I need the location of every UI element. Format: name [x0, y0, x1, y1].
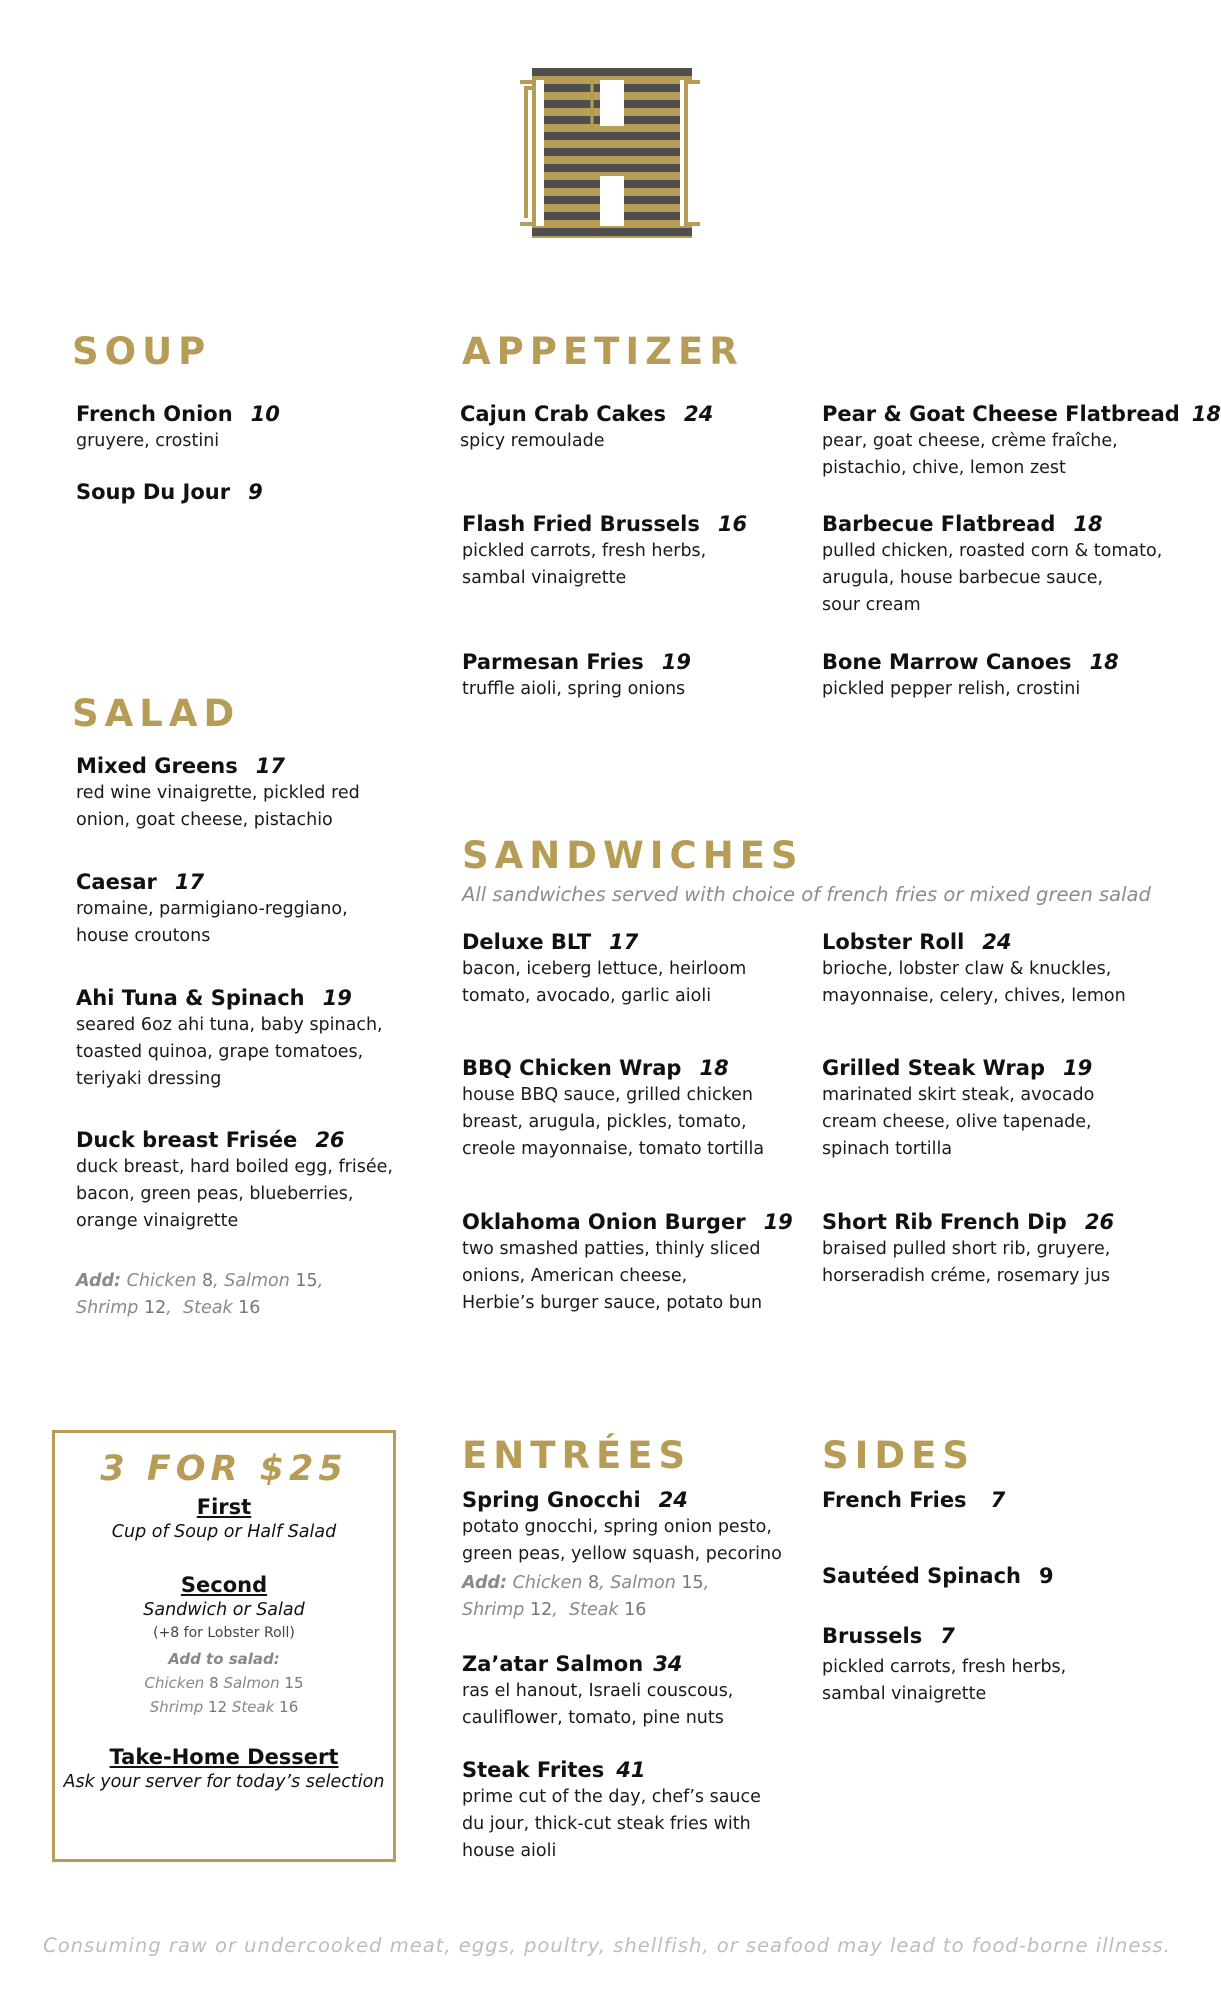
item-desc: seared 6oz ahi tuna, baby spinach, — [76, 1015, 383, 1035]
footer-disclaimer: Consuming raw or undercooked meat, eggs, poultry, shellfish, or seafood may lead to food-borne illness. — [43, 1934, 1171, 1957]
item-desc: spinach tortilla — [822, 1139, 953, 1159]
item-name: Pear & Goat Cheese Flatbread — [822, 402, 1180, 426]
item-desc: pistachio, chive, lemon zest — [822, 458, 1066, 478]
item-desc: teriyaki dressing — [76, 1069, 222, 1089]
promo-second-note: (+8 for Lobster Roll) — [153, 1625, 295, 1641]
item-desc: cream cheese, olive tapenade, — [822, 1112, 1092, 1132]
addon-name: Shrimp — [76, 1298, 139, 1318]
addon-price: 8 — [209, 1674, 219, 1692]
item-price: 9 — [248, 480, 263, 504]
item-name: Mixed Greens — [76, 754, 238, 778]
addon-name: Salmon — [223, 1674, 280, 1692]
add-label: Add: — [76, 1271, 122, 1291]
item-desc: bacon, green peas, blueberries, — [76, 1184, 354, 1204]
item-desc: mayonnaise, celery, chives, lemon — [822, 986, 1126, 1006]
item-price: 16 — [717, 512, 748, 536]
menu-item — [462, 1650, 733, 1732]
item-desc: duck breast, hard boiled egg, frisée, — [76, 1157, 393, 1177]
item-desc: creole mayonnaise, tomato tortilla — [462, 1139, 765, 1159]
item-price: 19 — [322, 986, 352, 1010]
item-desc: prime cut of the day, chef’s sauce — [462, 1787, 761, 1807]
item-desc: arugula, house barbecue sauce, — [822, 568, 1104, 588]
promo-first-heading: First — [196, 1495, 252, 1519]
addon-name: Steak — [231, 1698, 275, 1716]
addon-name: Steak — [182, 1298, 233, 1318]
item-name: Flash Fried Brussels — [462, 512, 700, 536]
item-name: Caesar — [76, 870, 157, 894]
item-price: 19 — [1062, 1056, 1093, 1080]
promo-dessert-heading: Take-Home Dessert — [109, 1745, 339, 1769]
item-name: Bone Marrow Canoes — [822, 650, 1072, 674]
addon-price: 12 — [208, 1698, 228, 1716]
entree-add-ons: Add: Chicken 8, Salmon 15, Shrimp 12, Steak 16 — [462, 1573, 710, 1620]
menu-item — [822, 1208, 1114, 1290]
logo-h-icon — [512, 68, 708, 238]
soup-heading: SOUP — [72, 330, 212, 373]
menu-item — [462, 1486, 782, 1568]
item-price: 19 — [763, 1210, 793, 1234]
add-label: Add: — [462, 1573, 508, 1593]
item-desc: pickled carrots, fresh herbs, — [822, 1657, 1067, 1677]
item-desc: house BBQ sauce, grilled chicken — [462, 1085, 754, 1105]
item-desc: pear, goat cheese, crème fraîche, — [822, 431, 1118, 451]
item-price: 34 — [653, 1652, 683, 1676]
item-name: Duck breast Frisée — [76, 1128, 298, 1152]
item-desc: two smashed patties, thinly sliced — [462, 1239, 761, 1259]
addon-price: 12 — [144, 1298, 167, 1318]
menu-item — [462, 510, 747, 592]
addon-price: 15 — [681, 1573, 704, 1593]
item-price: 17 — [609, 930, 639, 954]
item-price: 7 — [940, 1624, 955, 1648]
item-name: Lobster Roll — [822, 930, 965, 954]
item-desc: bacon, iceberg lettuce, heirloom — [462, 959, 747, 979]
menu-item — [462, 1756, 761, 1865]
item-name: Grilled Steak Wrap — [822, 1056, 1045, 1080]
promo-second-heading: Second — [180, 1573, 268, 1597]
item-desc: sour cream — [822, 595, 921, 615]
addon-name: Chicken — [144, 1674, 205, 1692]
item-price: 17 — [174, 870, 205, 894]
item-desc: onions, American cheese, — [462, 1266, 688, 1286]
item-desc: house aioli — [462, 1841, 557, 1861]
item-desc: pickled pepper relish, crostini — [822, 679, 1081, 699]
menu-item — [822, 400, 1221, 482]
sandwich-note: All sandwiches served with choice of french fries or mixed green salad — [462, 883, 1151, 906]
addon-price: 8 — [202, 1271, 214, 1291]
menu-item — [822, 1486, 1005, 1514]
menu-item — [462, 1208, 793, 1317]
item-name: Soup Du Jour — [76, 480, 231, 504]
item-desc: spicy remoulade — [460, 431, 605, 451]
promo-box — [52, 1430, 396, 1862]
item-name: Parmesan Fries — [462, 650, 644, 674]
menu-item — [822, 1054, 1094, 1163]
addon-name: Chicken — [512, 1573, 583, 1593]
item-price: 26 — [315, 1128, 345, 1152]
item-desc: romaine, parmigiano-reggiano, — [76, 899, 348, 919]
sandwiches-heading: SANDWICHES — [462, 834, 804, 877]
addon-name: Steak — [568, 1600, 619, 1620]
salad-add-ons: Add: Chicken 8, Salmon 15, Shrimp 12, Steak 16 — [76, 1271, 324, 1318]
addon-price: 16 — [238, 1298, 261, 1318]
addon-name: Salmon — [224, 1271, 290, 1291]
menu-item — [76, 868, 348, 950]
item-name: Ahi Tuna & Spinach — [76, 986, 305, 1010]
menu-item — [822, 648, 1119, 703]
menu-item — [462, 648, 691, 703]
menu-item — [822, 1622, 1066, 1708]
item-name: French Fries — [822, 1488, 967, 1512]
menu-item — [76, 1126, 393, 1235]
menu-item — [76, 400, 280, 455]
item-name: Deluxe BLT — [462, 930, 592, 954]
entrees-heading: ENTRÉES — [462, 1434, 692, 1477]
menu-item — [76, 984, 383, 1093]
item-desc: truffle aioli, spring onions — [462, 679, 686, 699]
item-price: 19 — [661, 650, 691, 674]
menu-item — [76, 752, 360, 834]
item-desc: pulled chicken, roasted corn & tomato, — [822, 541, 1163, 561]
item-price: 24 — [982, 930, 1012, 954]
promo-title: 3 FOR $25 — [100, 1449, 348, 1489]
addon-name: Salmon — [610, 1573, 676, 1593]
menu-item — [822, 510, 1162, 619]
item-name: Barbecue Flatbread — [822, 512, 1056, 536]
item-name: Sautéed Spinach — [822, 1564, 1021, 1588]
addon-name: Chicken — [126, 1271, 197, 1291]
sides-heading: SIDES — [822, 1434, 976, 1477]
item-price: 18 — [1089, 650, 1119, 674]
item-desc: gruyere, crostini — [76, 431, 220, 451]
item-price: 24 — [684, 402, 714, 426]
item-price: 41 — [616, 1758, 646, 1782]
menu-item — [460, 400, 713, 455]
addon-price: 16 — [624, 1600, 647, 1620]
addon-price: 8 — [588, 1573, 600, 1593]
item-name: Short Rib French Dip — [822, 1210, 1067, 1234]
item-price: 9 — [1039, 1564, 1054, 1588]
promo-add-label: Add to salad: — [168, 1650, 280, 1668]
item-desc: sambal vinaigrette — [822, 1684, 987, 1704]
item-price: 18 — [1191, 402, 1221, 426]
item-name: Cajun Crab Cakes — [460, 402, 667, 426]
item-name: Spring Gnocchi — [462, 1488, 641, 1512]
promo-first-text: Cup of Soup or Half Salad — [111, 1522, 337, 1542]
menu-item — [76, 478, 263, 506]
item-desc: marinated skirt steak, avocado — [822, 1085, 1095, 1105]
item-price: 18 — [699, 1056, 729, 1080]
item-desc: Herbie’s burger sauce, potato bun — [462, 1293, 763, 1313]
item-desc: house croutons — [76, 926, 211, 946]
item-price: 18 — [1073, 512, 1103, 536]
menu-item — [822, 928, 1126, 1010]
addon-price: 16 — [279, 1698, 299, 1716]
item-desc: sambal vinaigrette — [462, 568, 627, 588]
item-price: 24 — [658, 1488, 688, 1512]
item-name: Steak Frites — [462, 1758, 605, 1782]
item-price: 7 — [990, 1488, 1006, 1512]
item-desc: cauliflower, tomato, pine nuts — [462, 1708, 724, 1728]
item-desc: onion, goat cheese, pistachio — [76, 810, 333, 830]
item-desc: tomato, avocado, garlic aioli — [462, 986, 712, 1006]
promo-dessert-text: Ask your server for today’s selection — [63, 1772, 385, 1792]
menu-item — [822, 1562, 1054, 1590]
item-name: Brussels — [822, 1624, 923, 1648]
item-desc: toasted quinoa, grape tomatoes, — [76, 1042, 364, 1062]
item-price: 10 — [250, 402, 280, 426]
addon-price: 15 — [284, 1674, 304, 1692]
item-desc: ras el hanout, Israeli couscous, — [462, 1681, 734, 1701]
item-desc: brioche, lobster claw & knuckles, — [822, 959, 1112, 979]
addon-price: 12 — [530, 1600, 553, 1620]
promo-second-text: Sandwich or Salad — [143, 1600, 305, 1620]
item-name: Oklahoma Onion Burger — [462, 1210, 746, 1234]
item-desc: potato gnocchi, spring onion pesto, — [462, 1517, 772, 1537]
item-name: BBQ Chicken Wrap — [462, 1056, 682, 1080]
item-price: 26 — [1084, 1210, 1115, 1234]
addon-name: Shrimp — [462, 1600, 525, 1620]
item-desc: pickled carrots, fresh herbs, — [462, 541, 707, 561]
menu-item — [462, 928, 746, 1010]
salad-heading: SALAD — [72, 692, 241, 735]
item-desc: orange vinaigrette — [76, 1211, 239, 1231]
appetizer-heading: APPETIZER — [462, 330, 744, 373]
menu-item — [462, 1054, 764, 1163]
item-desc: horseradish créme, rosemary jus — [822, 1266, 1111, 1286]
item-name: Za’atar Salmon — [462, 1652, 644, 1676]
item-desc: green peas, yellow squash, pecorino — [462, 1544, 782, 1564]
addon-price: 15 — [295, 1271, 318, 1291]
item-desc: red wine vinaigrette, pickled red — [76, 783, 360, 803]
item-desc: breast, arugula, pickles, tomato, — [462, 1112, 747, 1132]
item-price: 17 — [255, 754, 285, 778]
item-desc: du jour, thick-cut steak fries with — [462, 1814, 751, 1834]
item-name: French Onion — [76, 402, 233, 426]
item-desc: braised pulled short rib, gruyere, — [822, 1239, 1111, 1259]
addon-name: Shrimp — [149, 1698, 204, 1716]
